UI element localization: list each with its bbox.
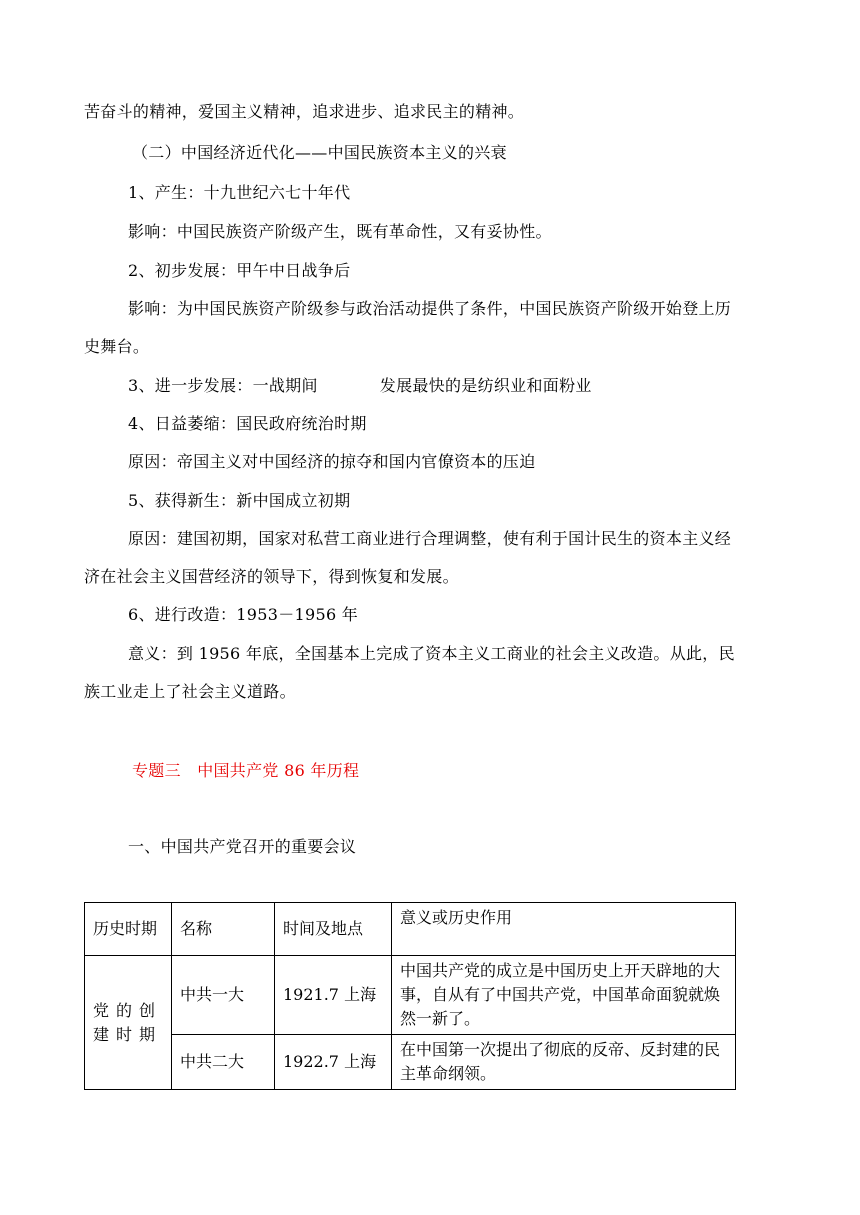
significance-cell: 中国共产党的成立是中国历史上开天辟地的大事，自从有了中国共产党，中国革命面貌就焕然一新了。 <box>392 956 736 1035</box>
paragraph: 4、日益萎缩：国民政府统治时期 <box>128 414 367 433</box>
paragraph: 意义：到 1956 年底，全国基本上完成了资本主义工商业的社会主义改造。从此，民 <box>128 644 735 663</box>
paragraph-continuation: 史舞台。 <box>84 337 150 356</box>
meetings-table <box>84 902 736 1090</box>
paragraph: 原因：建国初期，国家对私营工商业进行合理调整，使有利于国计民生的资本主义经 <box>128 529 732 548</box>
significance-cell: 在中国第一次提出了彻底的反帝、反封建的民主革命纲领。 <box>392 1035 736 1090</box>
header-cell: 名称 <box>172 903 275 956</box>
section-subheading: （二）中国经济近代化——中国民族资本主义的兴衰 <box>132 143 507 162</box>
header-cell: 时间及地点 <box>275 903 392 956</box>
paragraph: 5、获得新生：新中国成立初期 <box>128 491 351 510</box>
table-header-row <box>85 903 736 956</box>
paragraph-continuation: 族工业走上了社会主义道路。 <box>84 682 296 701</box>
paragraph: 6、进行改造：1953－1956 年 <box>128 605 359 624</box>
table-row <box>85 956 736 1035</box>
table-row <box>85 1035 736 1090</box>
header-cell: 历史时期 <box>85 903 172 956</box>
name-cell: 中共一大 <box>172 956 275 1035</box>
paragraph-part: 3、进一步发展：一战期间 <box>128 376 318 395</box>
paragraph: 影响：为中国民族资产阶级参与政治活动提供了条件，中国民族资产阶级开始登上历 <box>128 299 732 318</box>
time-place-cell: 1922.7 上海 <box>275 1035 392 1090</box>
header-cell: 意义或历史作用 <box>392 903 736 956</box>
time-place-cell: 1921.7 上海 <box>275 956 392 1035</box>
period-cell: 党的创建时期 <box>85 956 172 1090</box>
paragraph: 1、产生：十九世纪六七十年代 <box>128 183 351 202</box>
paragraph-continuation: 济在社会主义国营经济的领导下，得到恢复和发展。 <box>84 567 459 586</box>
paragraph: 影响：中国民族资产阶级产生，既有革命性，又有妥协性。 <box>128 222 552 241</box>
section-heading: 专题三 中国共产党 86 年历程 <box>132 761 360 780</box>
paragraph: 苦奋斗的精神，爱国主义精神，追求进步、追求民主的精神。 <box>84 102 525 121</box>
paragraph: 2、初步发展：甲午中日战争后 <box>128 261 351 280</box>
subsection-heading: 一、中国共产党召开的重要会议 <box>128 837 357 856</box>
paragraph <box>128 375 592 397</box>
paragraph: 原因：帝国主义对中国经济的掠夺和国内官僚资本的压迫 <box>128 452 536 471</box>
paragraph-part: 发展最快的是纺织业和面粉业 <box>379 376 592 395</box>
name-cell: 中共二大 <box>172 1035 275 1090</box>
